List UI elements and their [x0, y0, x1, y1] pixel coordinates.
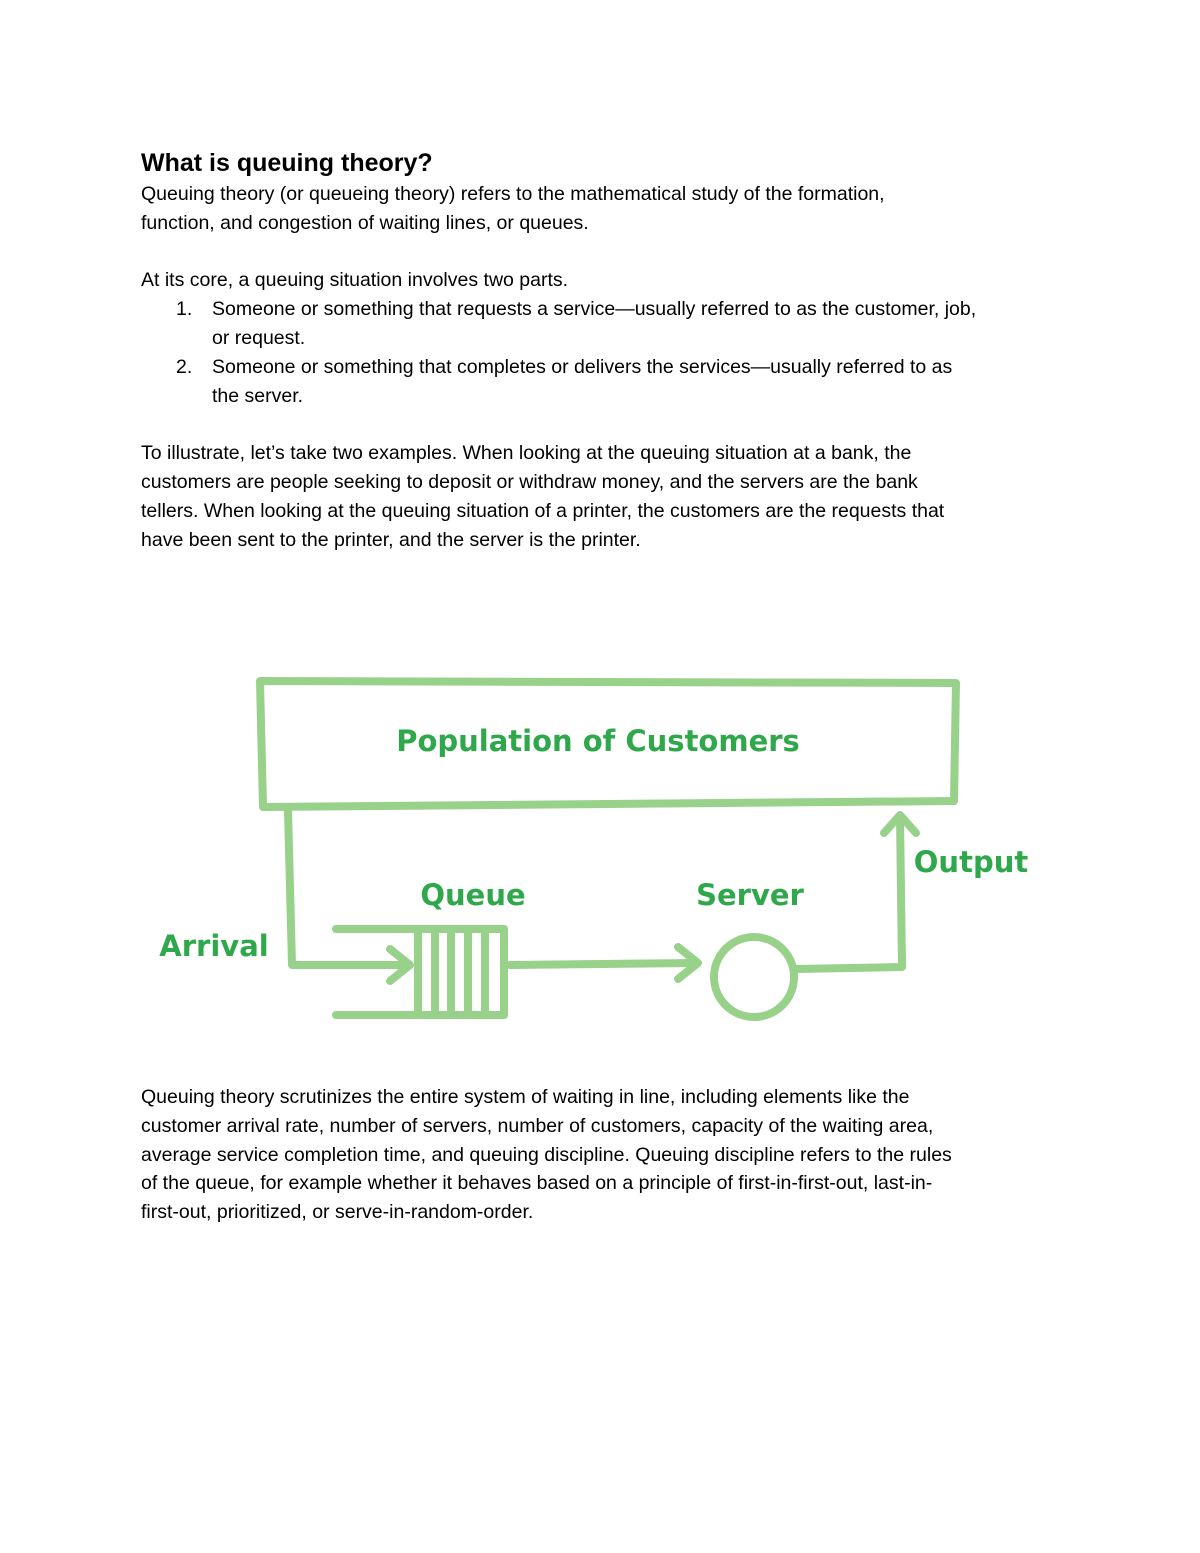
queue-diagram	[150, 665, 1050, 1035]
queue-label: Queue	[420, 878, 526, 912]
population-label: Population of Customers	[396, 724, 800, 758]
spacer	[141, 410, 1071, 439]
output-line	[796, 817, 902, 969]
list-item	[176, 295, 1071, 353]
bottom-section	[141, 1083, 1071, 1227]
list-number: 1.	[176, 298, 193, 321]
server-label: Server	[696, 878, 804, 912]
discipline-line-4: of the queue, for example whether it behaves based on a principle of first-in-first-out, last-in-	[141, 1172, 933, 1195]
list-item-line: the server.	[212, 384, 304, 407]
arrival-label: Arrival	[159, 929, 269, 963]
queue-box	[418, 929, 504, 1015]
list-number: 2.	[176, 355, 193, 378]
arrival-line	[288, 811, 408, 965]
top-section	[141, 146, 1071, 554]
output-label: Output	[913, 845, 1029, 879]
list-item-line: or request.	[212, 326, 306, 349]
list-item	[176, 353, 1071, 411]
core-line: At its core, a queuing situation involves two parts.	[141, 269, 569, 292]
discipline-line-2: customer arrival rate, number of servers, number of customers, capacity of the waiting area,	[141, 1114, 934, 1137]
intro-line-2: function, and congestion of waiting lines, or queues.	[141, 211, 589, 234]
illustration-line-1: To illustrate, let’s take two examples. When looking at the queuing situation at a bank, the	[141, 442, 912, 465]
intro-line-1: Queuing theory (or queueing theory) refers to the mathematical study of the formation,	[141, 183, 885, 205]
list-item-line: Someone or something that requests a service—usually referred to as the customer, job,	[212, 298, 977, 321]
queue-to-server-line	[510, 963, 696, 965]
illustration-line-4: have been sent to the printer, and the server is the printer.	[141, 528, 641, 551]
list-item-line: Someone or something that completes or delivers the services—usually referred to as	[212, 355, 953, 378]
parts-list	[141, 295, 1071, 410]
illustration-line-2: customers are people seeking to deposit or withdraw money, and the servers are the bank	[141, 470, 918, 493]
discipline-line-3: average service completion time, and queuing discipline. Queuing discipline refers to the rules	[141, 1143, 952, 1166]
spacer	[141, 238, 1071, 267]
server-circle	[714, 937, 794, 1017]
queue-diagram-svg	[150, 665, 1050, 1035]
discipline-line-1: Queuing theory scrutinizes the entire system of waiting in line, including elements like the	[141, 1086, 910, 1108]
discipline-line-5: first-out, prioritized, or serve-in-random-order.	[141, 1201, 534, 1224]
page-title: What is queuing theory?	[141, 149, 433, 177]
illustration-line-3: tellers. When looking at the queuing situation of a printer, the customers are the requests that	[141, 499, 945, 522]
